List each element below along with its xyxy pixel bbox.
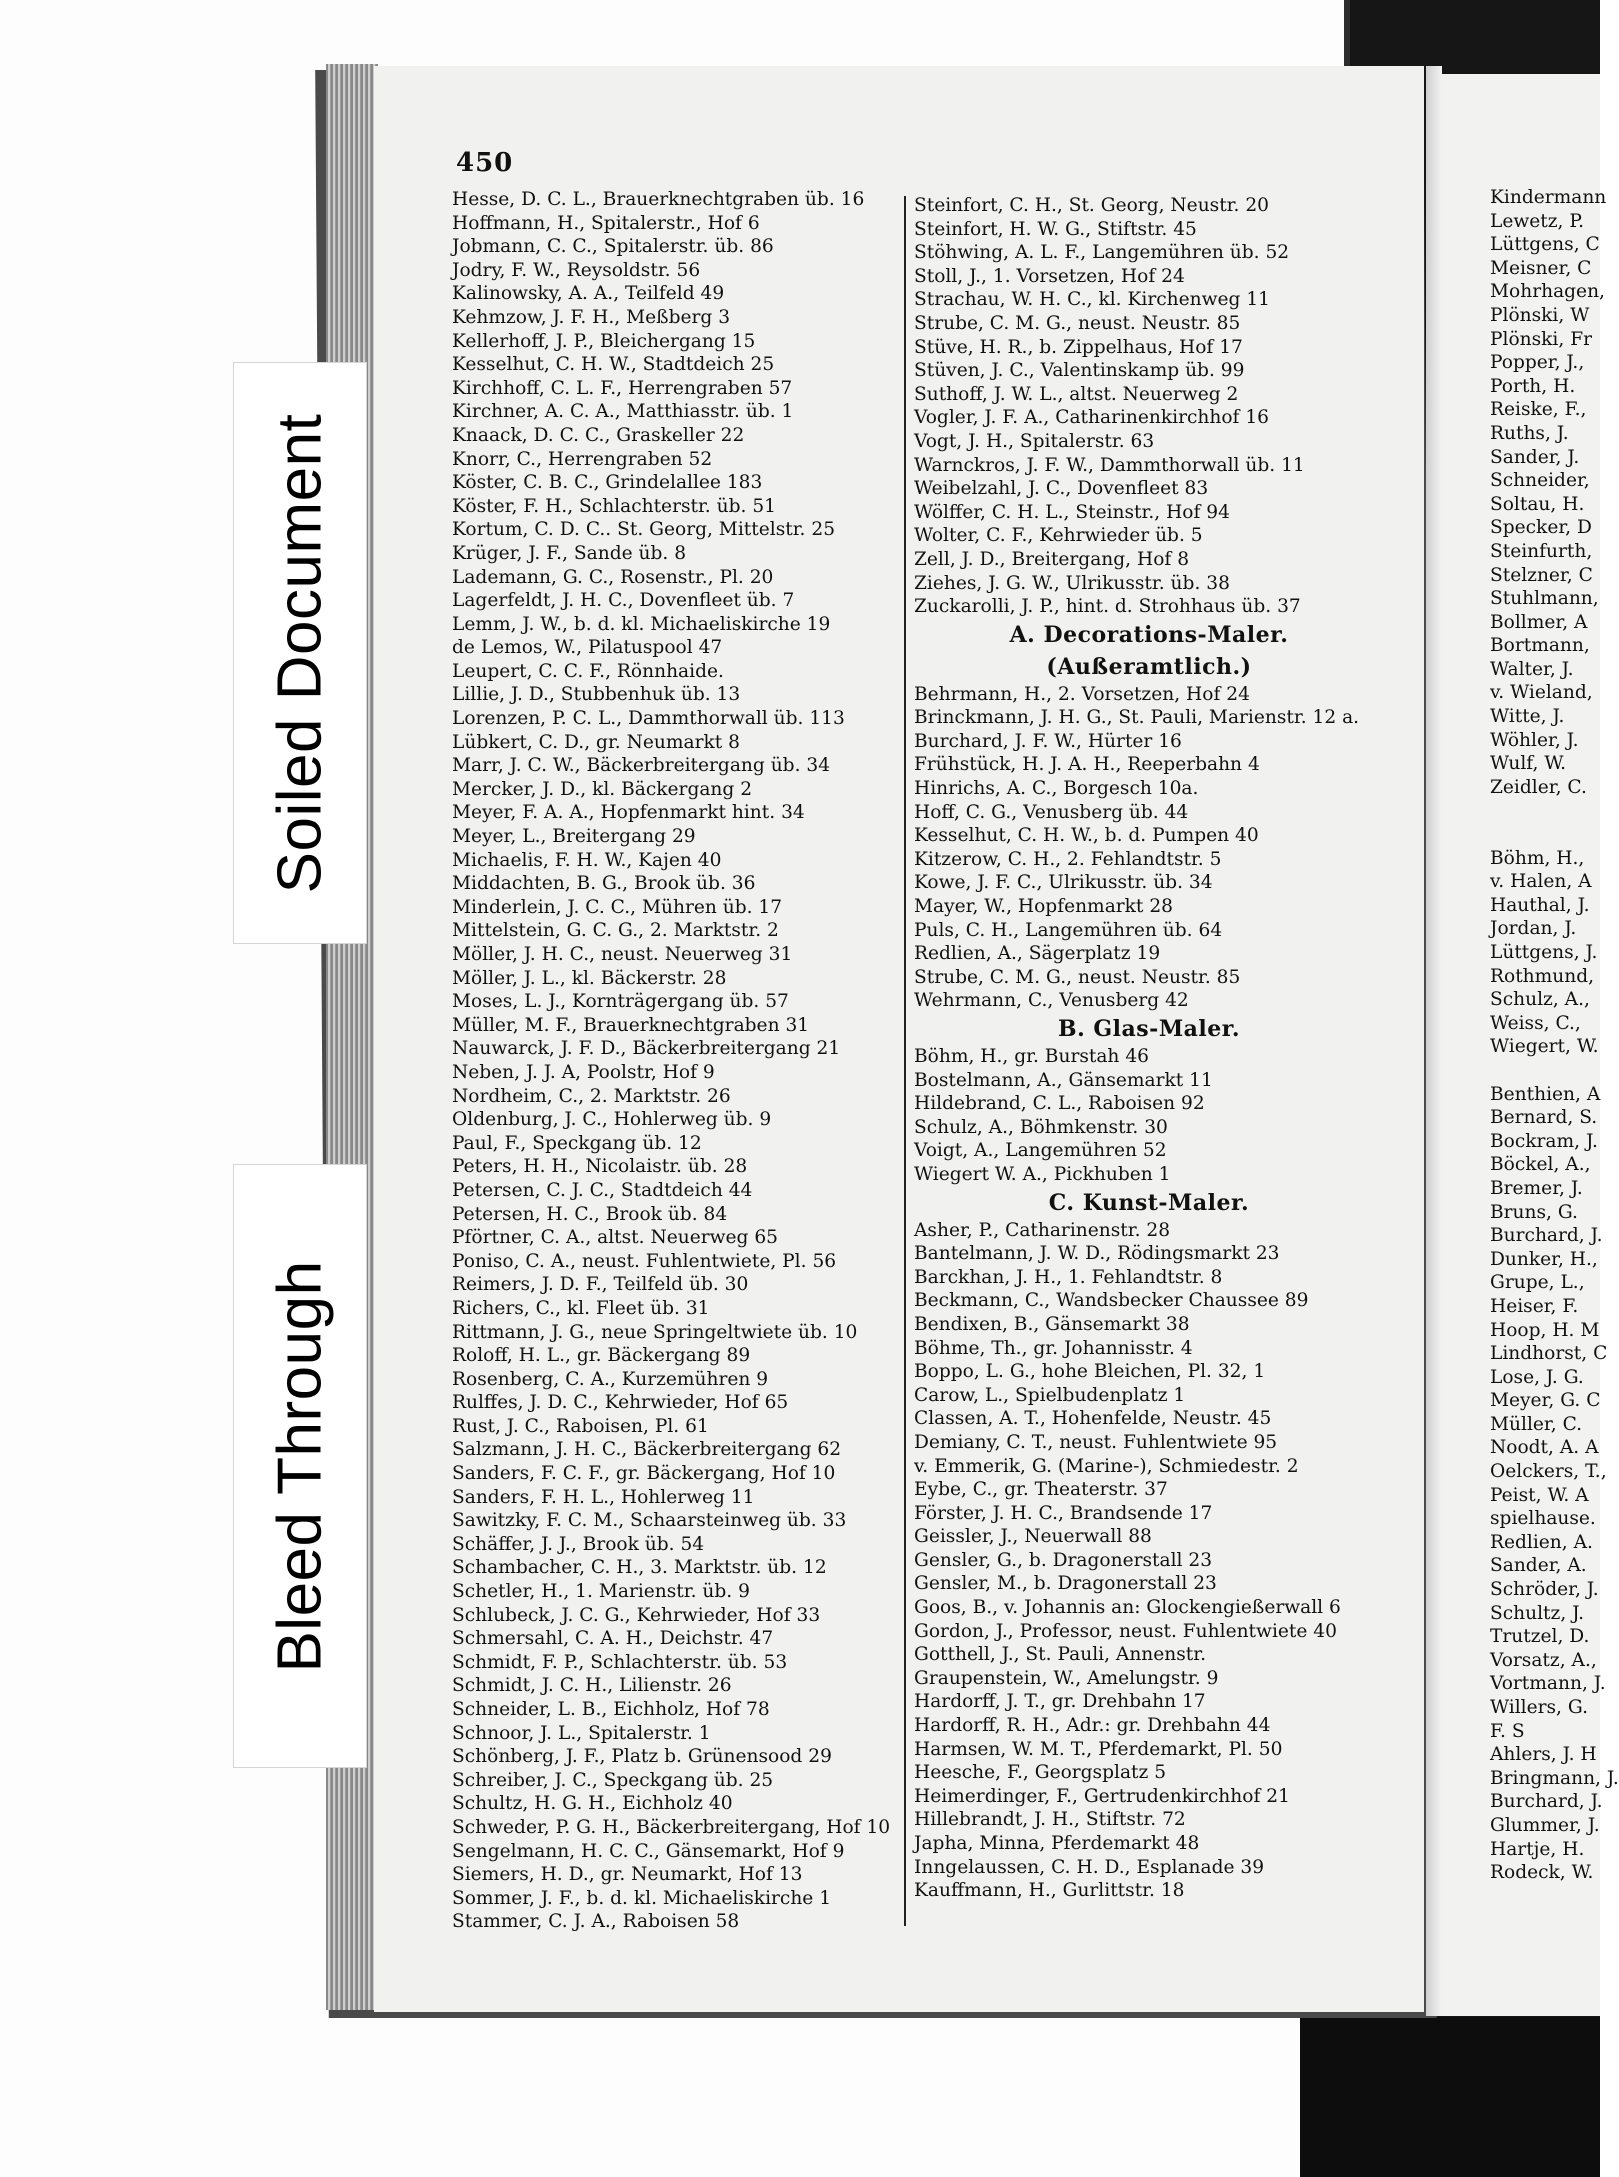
directory-entry: Schröder, J. xyxy=(1490,1579,1599,1601)
directory-entry: Schetler, H., 1. Marienstr. üb. 9 xyxy=(452,1581,750,1603)
book-gutter xyxy=(1426,66,1442,2016)
directory-entry: Schulz, A., Böhmkenstr. 30 xyxy=(914,1116,1168,1138)
directory-entry: Böhm, H., xyxy=(1490,847,1585,869)
directory-entry: Lose, J. G. xyxy=(1490,1366,1584,1388)
directory-entry: Wiegert W. A., Pickhuben 1 xyxy=(914,1163,1171,1185)
directory-entry: v. Emmerik, G. (Marine-), Schmiedestr. 2 xyxy=(914,1455,1299,1477)
directory-entry: Japha, Minna, Pferdemarkt 48 xyxy=(914,1833,1200,1854)
directory-entry: Dunker, H., xyxy=(1490,1248,1598,1270)
directory-entry: Willers, G. xyxy=(1490,1697,1588,1718)
directory-entry: Vortmann, J. xyxy=(1490,1673,1606,1695)
directory-entry: Jobmann, C. C., Spitalerstr. üb. 86 xyxy=(452,236,774,258)
directory-entry: Mercker, J. D., kl. Bäckergang 2 xyxy=(452,778,753,800)
directory-entry: Lübkert, C. D., gr. Neumarkt 8 xyxy=(452,731,740,753)
directory-entry: Kalinowsky, A. A., Teilfeld 49 xyxy=(452,283,725,305)
directory-entry: Michaelis, F. H. W., Kajen 40 xyxy=(452,849,722,871)
directory-entry: Sanders, F. C. F., gr. Bäckergang, Hof 10 xyxy=(452,1463,836,1485)
directory-entry: Geissler, J., Neuerwall 88 xyxy=(914,1526,1152,1548)
directory-entry: Kirchhoff, C. L. F., Herrengraben 57 xyxy=(452,377,793,399)
directory-entry: Ruths, J. xyxy=(1490,422,1569,444)
directory-entry: Müller, C. xyxy=(1490,1413,1583,1435)
directory-entry: Moses, L. J., Kornträgergang üb. 57 xyxy=(452,991,789,1013)
directory-entry: Meyer, L., Breitergang 29 xyxy=(452,826,696,848)
directory-entry: Trutzel, D. xyxy=(1490,1626,1590,1648)
directory-entry: Marr, J. C. W., Bäckerbreitergang üb. 34 xyxy=(452,755,831,777)
directory-entry: Lademann, G. C., Rosenstr., Pl. 20 xyxy=(452,566,774,588)
directory-entry: Poniso, C. A., neust. Fuhlentwiete, Pl. 56 xyxy=(452,1250,837,1272)
directory-entry: Hoffmann, H., Spitalerstr., Hof 6 xyxy=(452,212,760,234)
directory-entry: Bostelmann, A., Gänsemarkt 11 xyxy=(914,1069,1213,1091)
directory-entry: Stoll, J., 1. Vorsetzen, Hof 24 xyxy=(914,265,1185,287)
column-divider xyxy=(904,196,906,1926)
directory-entry: Warnckros, J. F. W., Dammthorwall üb. 11 xyxy=(914,454,1305,476)
directory-entry: Paul, F., Speckgang üb. 12 xyxy=(452,1132,702,1154)
directory-entry: Burchard, J. F. W., Hürter 16 xyxy=(914,730,1182,752)
directory-entry: Kitzerow, C. H., 2. Fehlandtstr. 5 xyxy=(914,848,1222,870)
section-b-heading: B. Glas-Maler. xyxy=(1057,1016,1241,1042)
directory-entry: Benthien, A xyxy=(1490,1083,1601,1105)
section-a-heading: A. Decorations-Maler. xyxy=(1009,621,1289,648)
directory-entry: Schönberg, J. F., Platz b. Grünensood 29 xyxy=(452,1746,832,1768)
directory-entry: Reimers, J. D. F., Teilfeld üb. 30 xyxy=(452,1274,749,1296)
soiled-document-label xyxy=(233,362,367,944)
directory-entry: Schreiber, J. C., Speckgang üb. 25 xyxy=(452,1769,774,1791)
directory-entry: Burchard, J. xyxy=(1490,1791,1603,1813)
directory-entry: Petersen, H. C., Brook üb. 84 xyxy=(452,1203,728,1225)
section-a-subheading: (Außeramtlich.) xyxy=(1046,653,1252,680)
directory-entry: Barckhan, J. H., 1. Fehlandtstr. 8 xyxy=(914,1266,1223,1288)
directory-entry: Mayer, W., Hopfenmarkt 28 xyxy=(914,896,1173,918)
directory-entry: Bantelmann, J. W. D., Rödingsmarkt 23 xyxy=(914,1243,1280,1265)
directory-entry: Hardorff, J. T., gr. Drehbahn 17 xyxy=(914,1691,1206,1713)
directory-column-right-fragment xyxy=(1490,186,1619,1885)
directory-entry: Stammer, C. J. A., Raboisen 58 xyxy=(452,1911,740,1933)
directory-entry: Lüttgens, C xyxy=(1490,234,1600,256)
directory-entry: Witte, J. xyxy=(1490,706,1565,728)
directory-entry: Jordan, J. xyxy=(1490,918,1577,940)
directory-entry: Graupenstein, W., Amelungstr. 9 xyxy=(914,1667,1219,1689)
directory-entry: Specker, D xyxy=(1490,517,1592,539)
directory-entry: Köster, F. H., Schlachterstr. üb. 51 xyxy=(452,495,776,517)
directory-entry: Eybe, C., gr. Theaterstr. 37 xyxy=(914,1479,1168,1501)
directory-entry: Nauwarck, J. F. D., Bäckerbreitergang 21 xyxy=(452,1038,841,1060)
directory-entry: Hoop, H. M xyxy=(1490,1319,1600,1341)
directory-entry: Bollmer, A xyxy=(1490,611,1588,633)
directory-entry: Lindhorst, C xyxy=(1490,1343,1608,1365)
directory-entry: Sawitzky, F. C. M., Schaarsteinweg üb. 33 xyxy=(452,1510,847,1532)
directory-entry: Bortmann, xyxy=(1490,635,1590,657)
directory-entry: Zell, J. D., Breitergang, Hof 8 xyxy=(914,548,1190,570)
directory-entry: Ahlers, J. H xyxy=(1490,1744,1597,1766)
directory-entry: Meyer, F. A. A., Hopfenmarkt hint. 34 xyxy=(452,802,805,824)
directory-entry: Strube, C. M. G., neust. Neustr. 85 xyxy=(914,312,1241,334)
directory-entry: Stüve, H. R., b. Zippelhaus, Hof 17 xyxy=(914,336,1243,358)
directory-entry: Ziehes, J. G. W., Ulrikusstr. üb. 38 xyxy=(914,572,1230,594)
directory-entry: Knaack, D. C. C., Graskeller 22 xyxy=(452,424,745,446)
directory-entry: Lillie, J. D., Stubbenhuk üb. 13 xyxy=(452,684,741,706)
directory-entry: Bockram, J. xyxy=(1490,1130,1598,1152)
section-c-heading: C. Kunst-Maler. xyxy=(1048,1189,1250,1216)
directory-entry: Hesse, D. C. L., Brauerknechtgraben üb. 16 xyxy=(452,189,865,210)
directory-entry: Asher, P., Catharinenstr. 28 xyxy=(914,1219,1171,1241)
directory-entry: Schambacher, C. H., 3. Marktstr. üb. 12 xyxy=(452,1557,827,1579)
directory-entry: Soltau, H. xyxy=(1490,493,1585,515)
directory-entry: Grupe, L., xyxy=(1490,1272,1585,1294)
directory-entry: Wulf, W. xyxy=(1490,753,1567,775)
directory-entry: Vogler, J. F. A., Catharinenkirchhof 16 xyxy=(914,407,1269,429)
directory-entry: Beckmann, C., Wandsbecker Chaussee 89 xyxy=(914,1290,1309,1312)
directory-entry: Schweder, P. G. H., Bäckerbreitergang, Hof 10 xyxy=(452,1816,891,1838)
directory-entry: Boppo, L. G., hohe Bleichen, Pl. 32, 1 xyxy=(914,1361,1266,1383)
directory-entry xyxy=(1490,823,1600,847)
directory-entry: Schultz, J. xyxy=(1490,1602,1585,1624)
soiled-document-label-text: Soiled Document xyxy=(265,413,335,893)
directory-entry: Kowe, J. F. C., Ulrikusstr. üb. 34 xyxy=(914,872,1213,894)
directory-entry: Hartje, H. xyxy=(1490,1838,1585,1860)
directory-entry: Mohrhagen, xyxy=(1490,281,1605,303)
directory-entry: Suthoff, J. W. L., altst. Neuerweg 2 xyxy=(914,383,1239,405)
directory-entry: Rodeck, W. xyxy=(1490,1862,1594,1884)
directory-entry: Goos, B., v. Johannis an: Glockengießerwall 6 xyxy=(914,1597,1341,1619)
entry-group-section-b xyxy=(914,1045,1384,1187)
directory-entry: Wehrmann, C., Venusberg 42 xyxy=(914,990,1189,1012)
directory-entry: de Lemos, W., Pilatuspool 47 xyxy=(452,637,723,659)
directory-entry: Lagerfeldt, J. H. C., Dovenfleet üb. 7 xyxy=(452,590,795,612)
directory-column-middle xyxy=(914,194,1384,1903)
directory-entry: Zeidler, C. xyxy=(1490,776,1587,798)
directory-entry: Bernard, S. xyxy=(1490,1107,1598,1129)
directory-entry: Oldenburg, J. C., Hohlerweg üb. 9 xyxy=(452,1109,772,1131)
directory-entry: Bringmann, J. xyxy=(1490,1767,1619,1789)
directory-entry: Glummer, J. xyxy=(1490,1814,1600,1836)
directory-entry: Gensler, G., b. Dragonerstall 23 xyxy=(914,1549,1213,1571)
directory-entry: Weiss, C., xyxy=(1490,1012,1581,1034)
directory-entry: Stelzner, C xyxy=(1490,564,1593,586)
entry-group-continued xyxy=(914,194,1384,619)
directory-entry: Kindermann xyxy=(1490,187,1607,208)
directory-entry: Sommer, J. F., b. d. kl. Michaeliskirche 1 xyxy=(452,1887,832,1909)
directory-entry: F. S xyxy=(1490,1720,1525,1742)
directory-entry: Wolter, C. F., Kehrwieder üb. 5 xyxy=(914,525,1203,547)
directory-entry: Knorr, C., Herrengraben 52 xyxy=(452,448,713,470)
directory-entry: Brinckmann, J. H. G., St. Pauli, Marienstr. 12 a. xyxy=(914,707,1360,729)
directory-entry: Hardorff, R. H., Adr.: gr. Drehbahn 44 xyxy=(914,1715,1271,1737)
directory-entry: Lemm, J. W., b. d. kl. Michaeliskirche 19 xyxy=(452,613,831,635)
directory-entry: Behrmann, H., 2. Vorsetzen, Hof 24 xyxy=(914,683,1250,705)
directory-entry: Neben, J. J. A, Poolstr, Hof 9 xyxy=(452,1061,715,1083)
directory-entry: Meyer, G. C xyxy=(1490,1390,1601,1412)
directory-entry: Müller, M. F., Brauerknechtgraben 31 xyxy=(452,1014,810,1036)
directory-entry: Middachten, B. G., Brook üb. 36 xyxy=(452,873,756,895)
directory-entry: Rust, J. C., Raboisen, Pl. 61 xyxy=(452,1415,709,1437)
directory-entry: Burchard, J. xyxy=(1490,1225,1603,1247)
directory-entry: Krüger, J. F., Sande üb. 8 xyxy=(452,542,687,564)
directory-entry: Meisner, C xyxy=(1490,257,1592,279)
directory-entry: Salzmann, J. H. C., Bäckerbreitergang 62 xyxy=(452,1439,842,1461)
directory-entry: Vogt, J. H., Spitalerstr. 63 xyxy=(914,430,1155,452)
directory-entry: Hinrichs, A. C., Borgesch 10a. xyxy=(914,778,1199,800)
directory-entry xyxy=(1490,1059,1600,1083)
directory-entry: Oelckers, T., xyxy=(1490,1461,1607,1483)
bottom-shadow xyxy=(1300,2017,1600,2177)
directory-entry: Schultz, H. G. H., Eichholz 40 xyxy=(452,1793,733,1815)
directory-entry: Kesselhut, C. H. W., Stadtdeich 25 xyxy=(452,354,775,376)
directory-entry: Schmidt, F. P., Schlachterstr. üb. 53 xyxy=(452,1651,788,1673)
directory-entry: Kortum, C. D. C.. St. Georg, Mittelstr. 25 xyxy=(452,519,836,541)
directory-entry: Kirchner, A. C. A., Matthiasstr. üb. 1 xyxy=(452,401,794,423)
directory-entry: Plönski, Fr xyxy=(1490,328,1592,350)
directory-entry: Schmersahl, C. A. H., Deichstr. 47 xyxy=(452,1628,774,1650)
directory-entry: Böhme, Th., gr. Johannisstr. 4 xyxy=(914,1337,1193,1359)
directory-entry: Bruns, G. xyxy=(1490,1201,1578,1223)
directory-entry: Hoff, C. G., Venusberg üb. 44 xyxy=(914,801,1189,823)
directory-entry: Peters, H. H., Nicolaistr. üb. 28 xyxy=(452,1156,748,1178)
entry-group-section-c xyxy=(914,1219,1384,1903)
directory-entry: Frühstück, H. J. A. H., Reeperbahn 4 xyxy=(914,754,1260,776)
directory-entry: Stöhwing, A. L. F., Langemühren üb. 52 xyxy=(914,242,1290,264)
directory-entry: Gensler, M., b. Dragonerstall 23 xyxy=(914,1573,1217,1595)
directory-entry: Walter, J. xyxy=(1490,658,1574,680)
directory-entry: Sander, A. xyxy=(1490,1555,1587,1577)
directory-entry: Böckel, A., xyxy=(1490,1154,1591,1176)
directory-entry: Kesselhut, C. H. W., b. d. Pumpen 40 xyxy=(914,825,1259,847)
directory-entry: Popper, J., xyxy=(1490,352,1585,374)
directory-entry: Strachau, W. H. C., kl. Kirchenweg 11 xyxy=(914,289,1270,311)
directory-entry: Gordon, J., Professor, neust. Fuhlentwiete 40 xyxy=(914,1620,1337,1642)
directory-entry: Lorenzen, P. C. L., Dammthorwall üb. 113 xyxy=(452,708,845,730)
directory-entry: Schmidt, J. C. H., Lilienstr. 26 xyxy=(452,1675,732,1697)
directory-entry: Leupert, C. C. F., Rönnhaide. xyxy=(452,660,724,682)
directory-entry: Inngelaussen, C. H. D., Esplanade 39 xyxy=(914,1856,1265,1878)
directory-entry: Steinfort, H. W. G., Stiftstr. 45 xyxy=(914,218,1197,240)
directory-entry: Bremer, J. xyxy=(1490,1177,1583,1199)
directory-entry: v. Halen, A xyxy=(1490,871,1592,893)
directory-entry: Rosenberg, C. A., Kurzemühren 9 xyxy=(452,1368,769,1390)
directory-entry: Schulz, A., xyxy=(1490,989,1590,1011)
directory-entry: Sander, J. xyxy=(1490,446,1580,468)
directory-entry: Heiser, F. xyxy=(1490,1295,1579,1317)
directory-entry: Hauthal, J. xyxy=(1490,894,1590,916)
directory-entry: Rittmann, J. G., neue Springeltwiete üb. 10 xyxy=(452,1321,858,1343)
directory-entry: Steinfurth, xyxy=(1490,540,1593,562)
directory-entry: Köster, C. B. C., Grindelallee 183 xyxy=(452,472,763,494)
directory-entry: Sengelmann, H. C. C., Gänsemarkt, Hof 9 xyxy=(452,1840,845,1862)
page-number: 450 xyxy=(456,148,514,178)
directory-entry: Nordheim, C., 2. Marktstr. 26 xyxy=(452,1085,731,1107)
directory-entry: Demiany, C. T., neust. Fuhlentwiete 95 xyxy=(914,1431,1278,1453)
directory-entry: Förster, J. H. C., Brandsende 17 xyxy=(914,1502,1213,1524)
directory-entry: Zuckarolli, J. P., hint. d. Strohhaus üb. 37 xyxy=(914,596,1301,618)
directory-entry: Wölffer, C. H. L., Steinstr., Hof 94 xyxy=(914,501,1230,523)
directory-entry: Weibelzahl, J. C., Dovenfleet 83 xyxy=(914,478,1209,500)
directory-entry: Schneider, L. B., Eichholz, Hof 78 xyxy=(452,1699,770,1720)
directory-entry: Redlien, A., Sägerplatz 19 xyxy=(914,943,1161,965)
directory-entry: Rulffes, J. D. C., Kehrwieder, Hof 65 xyxy=(452,1392,789,1414)
directory-entry: Schnoor, J. L., Spitalerstr. 1 xyxy=(452,1722,711,1744)
directory-entry: Lewetz, P. xyxy=(1490,210,1585,232)
directory-entry: Heimerdinger, F., Gertrudenkirchhof 21 xyxy=(914,1785,1290,1807)
directory-entry: Minderlein, J. C. C., Mühren üb. 17 xyxy=(452,896,783,918)
directory-entry: Lüttgens, J. xyxy=(1490,942,1598,963)
directory-column-left xyxy=(452,188,892,1934)
directory-entry: spielhause. xyxy=(1490,1508,1596,1530)
entry-group-section-a xyxy=(914,683,1384,1013)
directory-entry: Böhm, H., gr. Burstah 46 xyxy=(914,1046,1149,1067)
directory-entry: Peist, W. A xyxy=(1490,1484,1589,1506)
directory-entry: Schneider, xyxy=(1490,470,1590,492)
directory-entry: Strube, C. M. G., neust. Neustr. 85 xyxy=(914,966,1241,988)
directory-entry: Kauffmann, H., Gurlittstr. 18 xyxy=(914,1880,1185,1902)
directory-entry: Porth, H. xyxy=(1490,375,1576,397)
directory-entry: Möller, J. H. C., neust. Neuerweg 31 xyxy=(452,944,793,965)
directory-entry: Heesche, F., Georgsplatz 5 xyxy=(914,1762,1167,1784)
directory-entry: Möller, J. L., kl. Bäckerstr. 28 xyxy=(452,967,727,989)
directory-entry xyxy=(1490,799,1600,823)
directory-entry: Gotthell, J., St. Pauli, Annenstr. xyxy=(914,1644,1207,1666)
directory-entry: Carow, L., Spielbudenplatz 1 xyxy=(914,1384,1186,1406)
directory-entry: Mittelstein, G. C. G., 2. Marktstr. 2 xyxy=(452,920,779,942)
directory-entry: Roloff, H. L., gr. Bäckergang 89 xyxy=(452,1345,751,1367)
directory-entry: Rothmund, xyxy=(1490,965,1595,987)
directory-entry: Schäffer, J. J., Brook üb. 54 xyxy=(452,1533,705,1555)
directory-entry: Voigt, A., Langemühren 52 xyxy=(914,1140,1167,1162)
directory-entry: Wiegert, W. xyxy=(1490,1036,1599,1058)
directory-entry: Steinfort, C. H., St. Georg, Neustr. 20 xyxy=(914,195,1270,216)
directory-entry: Bendixen, B., Gänsemarkt 38 xyxy=(914,1313,1190,1335)
directory-entry: Hildebrand, C. L., Raboisen 92 xyxy=(914,1093,1205,1115)
directory-entry: Kellerhoff, J. P., Bleichergang 15 xyxy=(452,330,756,352)
directory-entry: Vorsatz, A., xyxy=(1490,1649,1597,1671)
directory-entry: Reiske, F., xyxy=(1490,399,1587,421)
directory-entry: Stuhlmann, xyxy=(1490,588,1599,610)
directory-entry: Puls, C. H., Langemühren üb. 64 xyxy=(914,919,1223,941)
bleed-through-label xyxy=(233,1164,367,1768)
directory-entry: Stüven, J. C., Valentinskamp üb. 99 xyxy=(914,360,1245,382)
directory-entry: Plönski, W xyxy=(1490,304,1590,326)
directory-entry: Classen, A. T., Hohenfelde, Neustr. 45 xyxy=(914,1408,1272,1430)
directory-entry: Petersen, C. J. C., Stadtdeich 44 xyxy=(452,1179,753,1201)
directory-entry: Siemers, H. D., gr. Neumarkt, Hof 13 xyxy=(452,1864,803,1886)
directory-entry: v. Wieland, xyxy=(1490,682,1593,704)
bleed-through-label-text: Bleed Through xyxy=(265,1259,335,1673)
directory-entry: Hillebrandt, J. H., Stiftstr. 72 xyxy=(914,1809,1186,1831)
directory-entry: Redlien, A. xyxy=(1490,1531,1593,1553)
directory-entry: Richers, C., kl. Fleet üb. 31 xyxy=(452,1297,710,1319)
directory-entry: Noodt, A. A xyxy=(1490,1437,1599,1459)
directory-entry: Jodry, F. W., Reysoldstr. 56 xyxy=(452,259,701,281)
directory-entry: Wöhler, J. xyxy=(1490,729,1579,751)
directory-entry: Harmsen, W. M. T., Pferdemarkt, Pl. 50 xyxy=(914,1738,1283,1760)
directory-entry: Sanders, F. H. L., Hohlerweg 11 xyxy=(452,1486,755,1508)
directory-entry: Schlubeck, J. C. G., Kehrwieder, Hof 33 xyxy=(452,1604,821,1626)
directory-entry: Kehmzow, J. F. H., Meßberg 3 xyxy=(452,306,731,328)
directory-entry: Pförtner, C. A., altst. Neuerweg 65 xyxy=(452,1227,779,1249)
